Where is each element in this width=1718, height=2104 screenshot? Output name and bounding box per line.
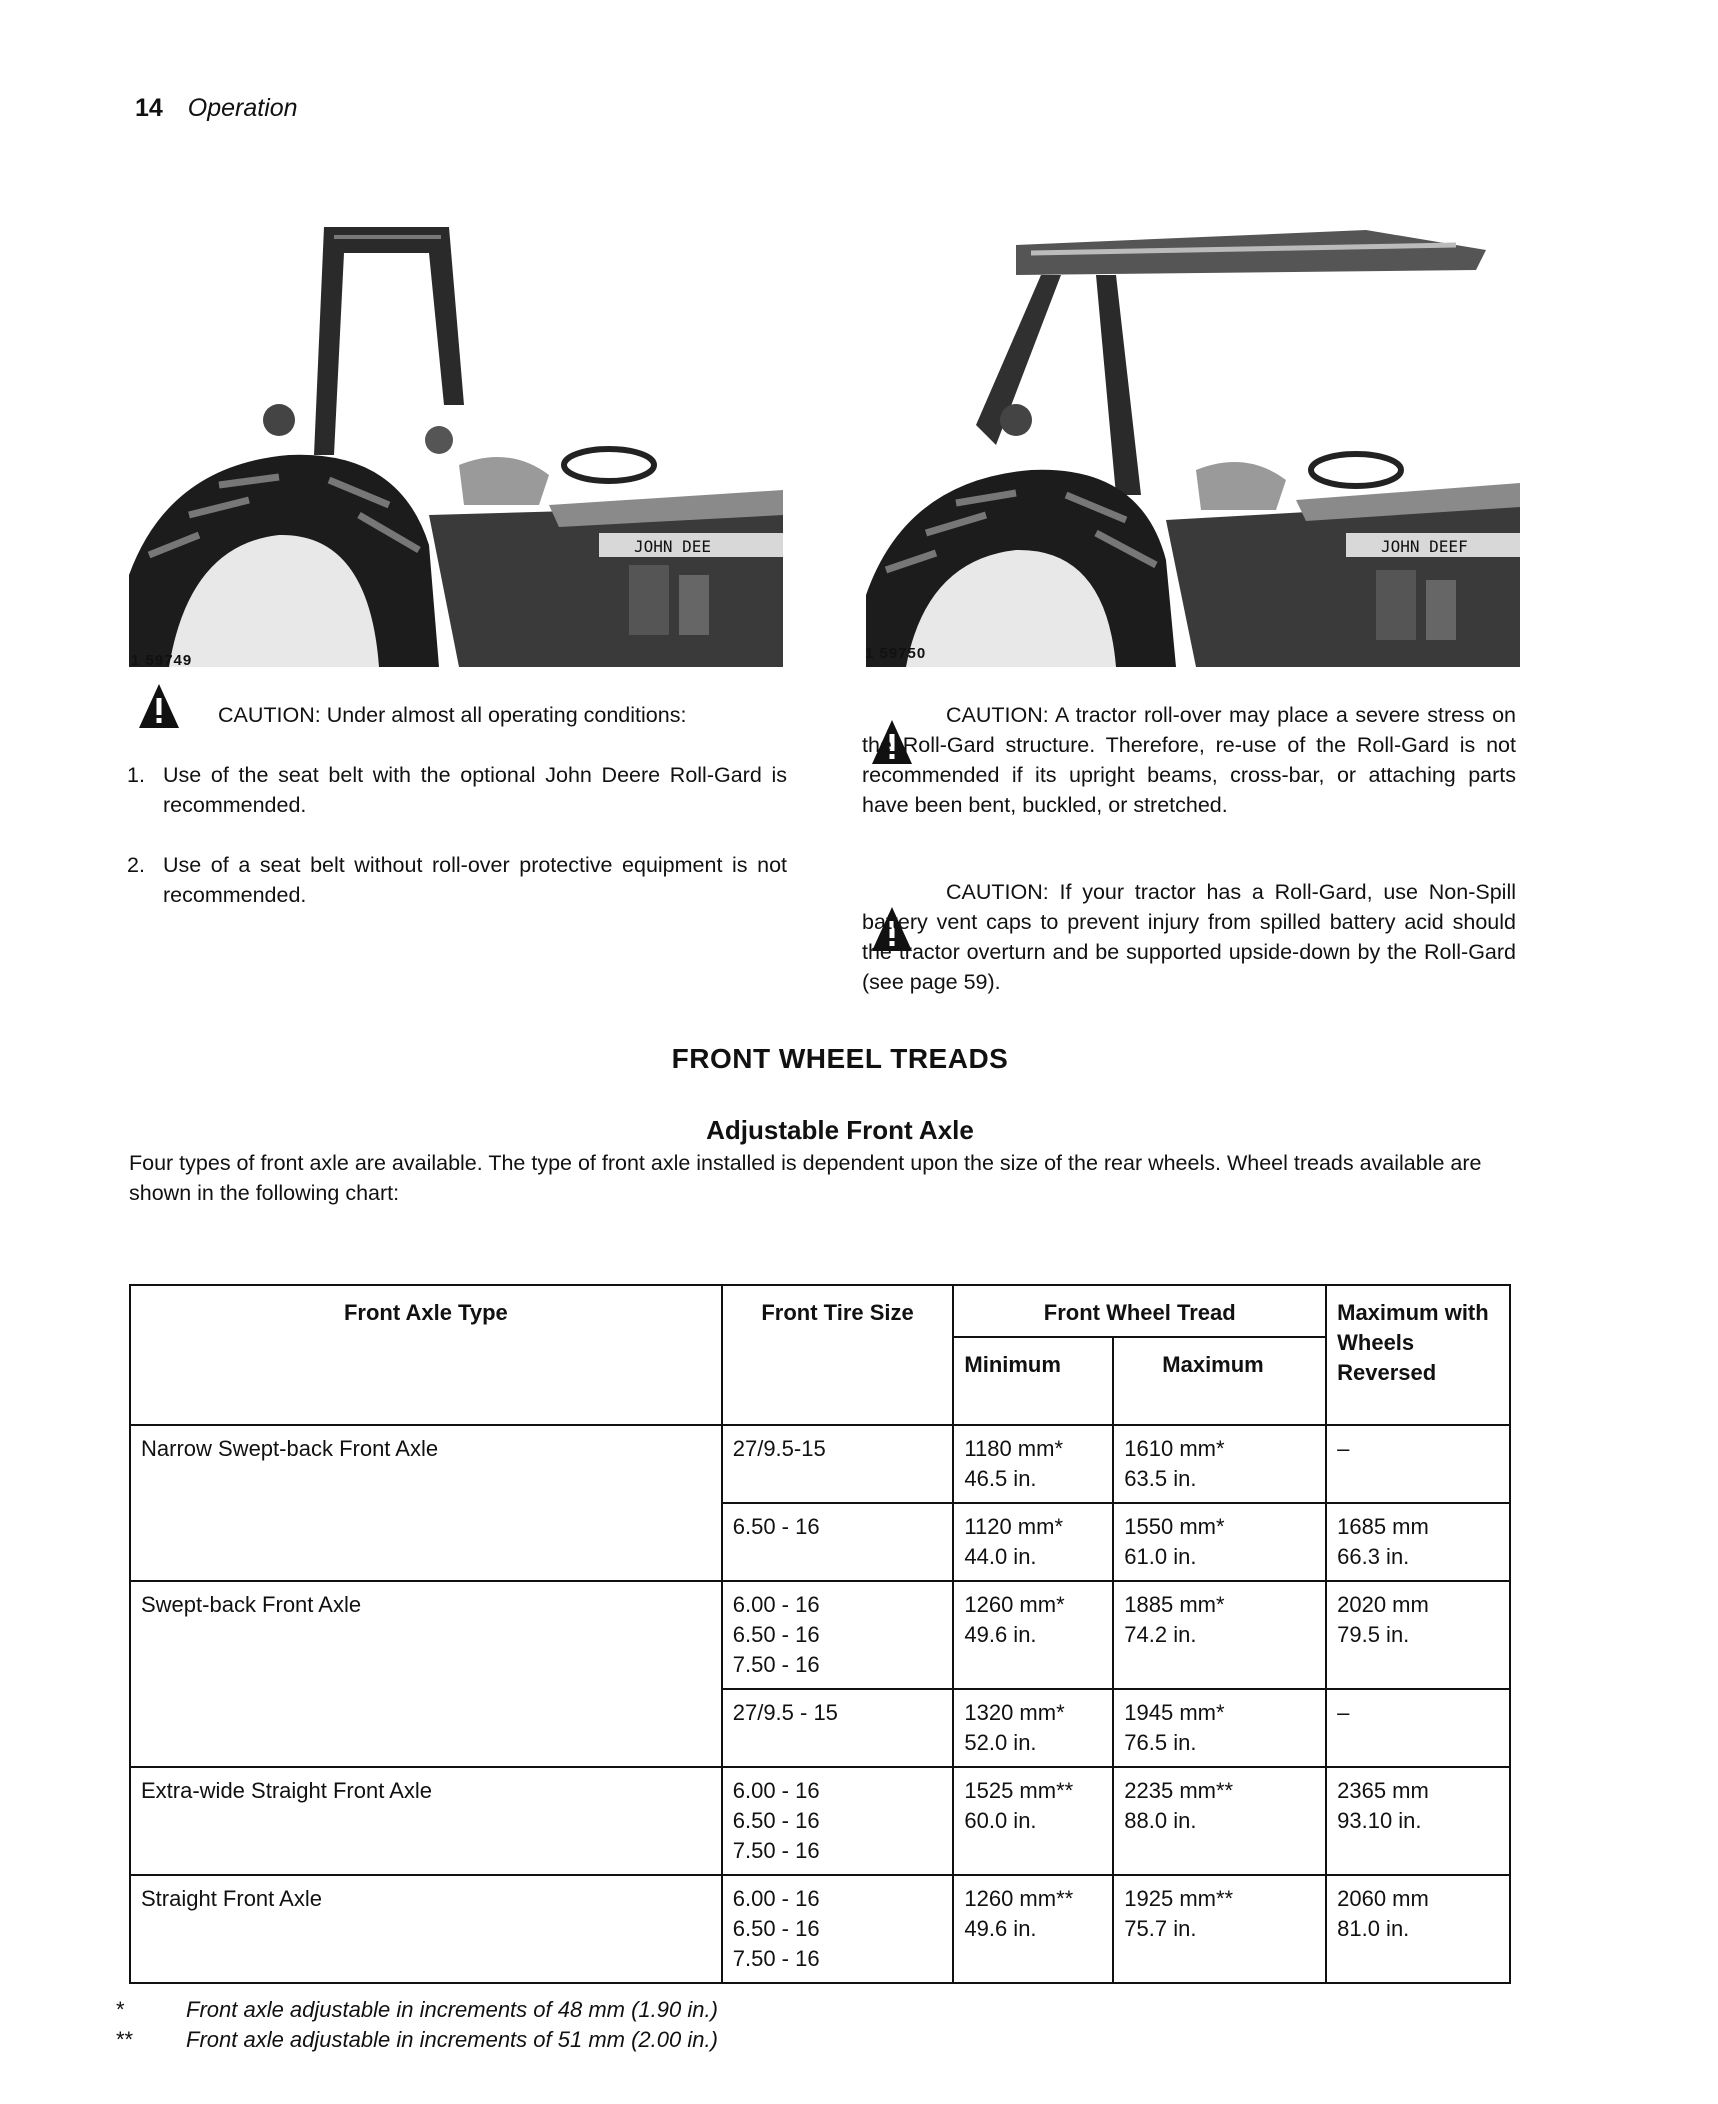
header-maximum: Maximum [1113, 1337, 1326, 1425]
tread-in: 79.5 in. [1337, 1622, 1410, 1647]
minimum-tread-cell [953, 1689, 1113, 1767]
tread-in: 93.10 in. [1337, 1808, 1422, 1833]
tire-size: 7.50 - 16 [732, 1838, 820, 1863]
axle-type-cell: Narrow Swept-back Front Axle [130, 1425, 722, 1581]
list-item-number: 2. [127, 853, 145, 877]
front-wheel-tread-table [129, 1284, 1511, 1984]
tire-size: 6.00 - 16 [732, 1778, 820, 1803]
warning-triangle-icon [137, 682, 181, 737]
list-item [127, 850, 787, 910]
header-minimum: Minimum [953, 1337, 1113, 1425]
tread-mm: 2020 mm [1337, 1592, 1429, 1617]
tire-size-cell [722, 1503, 954, 1581]
tread-mm: 2365 mm [1337, 1778, 1429, 1803]
tire-size-cell [722, 1875, 954, 1983]
tread-mm: 1925 mm** [1124, 1886, 1234, 1911]
tread-in: 76.5 in. [1124, 1730, 1197, 1755]
list-item-number: 1. [127, 763, 145, 787]
svg-text:JOHN DEEF: JOHN DEEF [1381, 537, 1468, 556]
tread-mm: 1120 mm* [964, 1514, 1064, 1539]
reversed-tread-cell [1326, 1581, 1510, 1689]
minimum-tread-cell [953, 1767, 1113, 1875]
minimum-tread-cell [953, 1875, 1113, 1983]
header-max-reversed: Maximum with Wheels Reversed [1326, 1285, 1510, 1425]
tire-size: 7.50 - 16 [732, 1946, 820, 1971]
minimum-tread-cell [953, 1425, 1113, 1503]
tread-in: 63.5 in. [1124, 1466, 1197, 1491]
tire-size-cell [722, 1581, 954, 1689]
tread-mm: 1525 mm** [964, 1778, 1074, 1803]
tread-mm: 2060 mm [1337, 1886, 1429, 1911]
list-item-text: Use of a seat belt without roll-over protective equipment is not recommended. [163, 853, 787, 907]
minimum-tread-cell [953, 1581, 1113, 1689]
svg-text:JOHN DEE: JOHN DEE [634, 537, 712, 556]
header-tire-size: Front Tire Size [722, 1285, 954, 1425]
axle-type-cell: Straight Front Axle [130, 1875, 722, 1983]
table-row [130, 1425, 1510, 1503]
list-item [127, 760, 787, 820]
caution-text: CAUTION: If your tractor has a Roll-Gard, use Non-Spill battery vent caps to prevent injury from spilled battery acid should the tractor overturn and be supported upside-down by the Roll-Gard (see page 59). [862, 880, 1516, 994]
page-header [135, 94, 298, 123]
tire-size-cell [722, 1689, 954, 1767]
tread-in: 66.3 in. [1337, 1544, 1410, 1569]
tread-mm: – [1337, 1436, 1350, 1461]
photo-id-left: 1 59749 [131, 652, 193, 669]
right-caution-battery [862, 877, 1516, 997]
right-caution-rollover [862, 700, 1516, 820]
tread-in: 75.7 in. [1124, 1916, 1197, 1941]
footnote [116, 1995, 718, 2025]
caution-text: CAUTION: A tractor roll-over may place a severe stress on the Roll-Gard structure. Therefore, re-use of the Roll-Gard is not recommended if its upright beams, cross-bar, or attaching parts have been bent, buckled, or stretched. [862, 703, 1516, 817]
reversed-tread-cell [1326, 1875, 1510, 1983]
section-title: FRONT WHEEL TREADS [671, 1043, 1009, 1074]
tread-mm: 1320 mm* [964, 1700, 1065, 1725]
tire-size: 27/9.5 - 15 [732, 1700, 838, 1725]
tire-size: 6.00 - 16 [732, 1592, 820, 1617]
axle-type-cell: Extra-wide Straight Front Axle [130, 1767, 722, 1875]
tread-in: 46.5 in. [964, 1466, 1037, 1491]
subsection-title: Adjustable Front Axle [706, 1115, 974, 1145]
tread-mm: – [1337, 1700, 1350, 1725]
tire-size-cell [722, 1425, 954, 1503]
tread-in: 61.0 in. [1124, 1544, 1197, 1569]
header-tread: Front Wheel Tread [953, 1285, 1326, 1337]
tread-mm: 1945 mm* [1124, 1700, 1225, 1725]
table-row [130, 1875, 1510, 1983]
tread-mm: 1550 mm* [1124, 1514, 1225, 1539]
tire-size: 6.50 - 16 [732, 1622, 820, 1647]
maximum-tread-cell [1113, 1767, 1326, 1875]
table-row [130, 1581, 1510, 1689]
axle-type-cell: Swept-back Front Axle [130, 1581, 722, 1767]
footnote [116, 2025, 718, 2055]
tire-size: 27/9.5-15 [732, 1436, 826, 1461]
tread-in: 88.0 in. [1124, 1808, 1197, 1833]
table-body [130, 1425, 1510, 1983]
tread-mm: 2235 mm** [1124, 1778, 1234, 1803]
page-number: 14 [135, 94, 163, 122]
tire-size: 6.00 - 16 [732, 1886, 820, 1911]
tread-in: 44.0 in. [964, 1544, 1037, 1569]
intro-paragraph: Four types of front axle are available. The type of front axle installed is dependent upon the size of the rear wheels. Wheel treads available are shown in the following chart: [129, 1151, 1482, 1205]
tread-in: 60.0 in. [964, 1808, 1037, 1833]
tread-in: 81.0 in. [1337, 1916, 1410, 1941]
reversed-tread-cell [1326, 1503, 1510, 1581]
footnote-text: Front axle adjustable in increments of 48 mm (1.90 in.) [186, 1997, 718, 2022]
reversed-tread-cell [1326, 1425, 1510, 1503]
caution-list [127, 760, 787, 940]
left-caution-lead: CAUTION: Under almost all operating conditions: [218, 703, 687, 727]
tire-size-cell [722, 1767, 954, 1875]
maximum-tread-cell [1113, 1875, 1326, 1983]
tread-mm: 1685 mm [1337, 1514, 1429, 1539]
maximum-tread-cell [1113, 1503, 1326, 1581]
tire-size: 6.50 - 16 [732, 1514, 820, 1539]
header-axle-type: Front Axle Type [130, 1285, 722, 1425]
tread-mm: 1260 mm* [964, 1592, 1065, 1617]
tread-in: 49.6 in. [964, 1622, 1037, 1647]
tire-size: 6.50 - 16 [732, 1808, 820, 1833]
maximum-tread-cell [1113, 1689, 1326, 1767]
tire-size: 7.50 - 16 [732, 1652, 820, 1677]
tractor-photo-right [866, 215, 1520, 667]
tread-mm: 1180 mm* [964, 1436, 1064, 1461]
tractor-photo-left [129, 215, 783, 667]
maximum-tread-cell [1113, 1425, 1326, 1503]
tread-in: 49.6 in. [964, 1916, 1037, 1941]
photo-id-right: 1 59750 [865, 645, 927, 662]
list-item-text: Use of the seat belt with the optional John Deere Roll-Gard is recommended. [163, 763, 787, 817]
reversed-tread-cell [1326, 1767, 1510, 1875]
tread-mm: 1885 mm* [1124, 1592, 1225, 1617]
footnote-text: Front axle adjustable in increments of 51 mm (2.00 in.) [186, 2027, 718, 2052]
footnote-mark: * [116, 1997, 125, 2022]
tread-mm: 1260 mm** [964, 1886, 1074, 1911]
maximum-tread-cell [1113, 1581, 1326, 1689]
footnote-mark: ** [116, 2027, 134, 2052]
tire-size: 6.50 - 16 [732, 1916, 820, 1941]
section-name: Operation [187, 94, 298, 122]
tread-in: 52.0 in. [964, 1730, 1037, 1755]
minimum-tread-cell [953, 1503, 1113, 1581]
table-row [130, 1767, 1510, 1875]
footnotes [116, 1995, 718, 2055]
tread-mm: 1610 mm* [1124, 1436, 1225, 1461]
tread-in: 74.2 in. [1124, 1622, 1197, 1647]
reversed-tread-cell [1326, 1689, 1510, 1767]
